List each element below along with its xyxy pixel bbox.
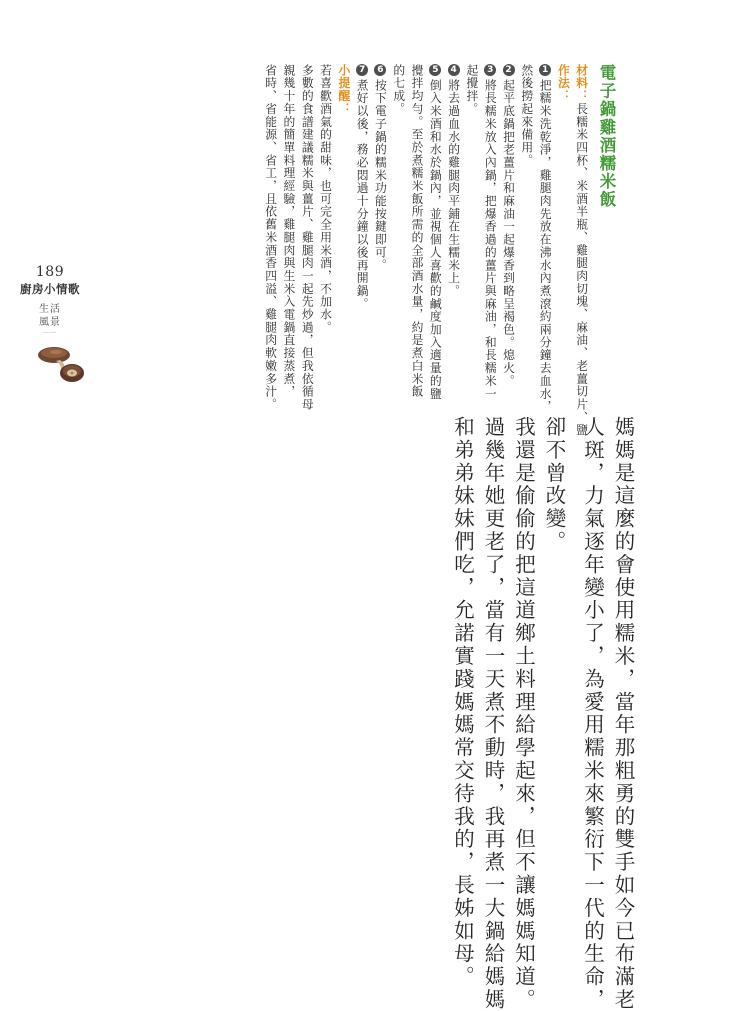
step-number-badge: 5 <box>430 65 441 75</box>
page-tag <box>20 264 80 335</box>
step-text: 倒入米酒和水於鍋內，並視個人喜歡的鹹度加入適量的鹽 <box>428 79 443 401</box>
step-3 <box>481 64 499 437</box>
ingredients-line <box>572 64 590 437</box>
essay-p2-line-1: 我還是偷偷的把這道鄉土料理給學起來，但不讓媽媽知道。 <box>511 416 536 1011</box>
step-number-badge: 7 <box>357 65 368 75</box>
page-number: 189 <box>35 264 65 280</box>
step-2 <box>499 64 517 437</box>
step-text: 將去過血水的雞腿肉平鋪在生糯米上。 <box>446 79 461 298</box>
step-5-cont-2: 的七成。 <box>391 64 406 116</box>
tips-header: 小提醒： <box>336 64 351 116</box>
step-7 <box>353 64 371 437</box>
category-dots: …… <box>43 328 57 335</box>
step-1-cont: 然後撈起來備用。 <box>519 64 534 167</box>
step-number-badge: 1 <box>540 65 551 75</box>
step-5 <box>426 64 444 437</box>
step-number-badge: 4 <box>448 65 459 75</box>
step-text: 把糯米洗乾淨，雞腿肉先放在沸水內煮滾約兩分鐘去血水， <box>538 79 553 414</box>
step-6 <box>371 64 389 437</box>
step-text: 煮好以後，務必悶過十分鐘以後再開鍋。 <box>355 79 370 311</box>
series-title: 廚房小情歌 <box>20 282 80 296</box>
step-text: 將長糯米放入內鍋，把爆香過的薑片與麻油，和長糯米一 <box>483 79 498 401</box>
step-text: 按下電子鍋的糯米功能按鍵即可。 <box>373 79 388 272</box>
category-line-1: 生活 <box>39 304 61 315</box>
step-4 <box>444 64 462 437</box>
tips-line-1: 若喜歡酒氣的甜味，也可完全用米酒，不加水。 <box>318 64 333 334</box>
step-3-cont: 起攪拌。 <box>464 64 479 116</box>
recipe-block <box>261 64 615 437</box>
step-1 <box>536 64 554 437</box>
step-text: 起平底鍋把老薑片和麻油一起爆香到略呈褐色。熄火。 <box>501 79 516 388</box>
essay-p2-line-3: 和弟弟妹妹們吃，允諾實踐媽媽常交待我的，長姊如母。 <box>450 416 475 989</box>
tips-line-2: 多數的食譜建議糯米與薑片、雞腿肉一起先炒過，但我依循母 <box>300 64 315 411</box>
tips-line-4: 省時、省能源、省工，且依舊米酒香四溢、雞腿肉軟嫩多汁。 <box>263 64 278 411</box>
tips-line-3: 親幾十年的簡單料理經驗，雞腿肉與生米入電鍋直接蒸煮， <box>281 64 296 399</box>
step-number-badge: 3 <box>485 65 496 75</box>
essay-p1-line-1: 媽媽是這麼的會使用糯米，當年那粗勇的雙手如今已布滿老 <box>611 416 635 1011</box>
method-header: 作法： <box>556 64 571 103</box>
essay-body <box>447 416 638 1011</box>
step-number-badge: 6 <box>375 65 386 75</box>
essay-p2-line-2: 過幾年她更老了，當有一天煮不動時，我再煮一大鍋給媽媽 <box>481 416 505 1011</box>
essay-p1-line-2: 人斑，力氣逐年變小了，為愛用糯米來繁衍下一代的生命， <box>580 416 605 1011</box>
ingredients-text: 長糯米四杯、米酒半瓶、雞腿肉切塊、麻油、老薑切片、鹽 <box>574 102 589 437</box>
step-number-badge: 2 <box>503 65 514 75</box>
category-line-2: 風景 <box>39 317 61 328</box>
essay-p1-line-3: 卻不曾改變。 <box>542 416 566 554</box>
step-5-cont-1: 攪拌均勻。至於煮糯米飯所需的全部酒水量，約是煮白米飯 <box>410 64 425 399</box>
mushrooms-icon <box>34 340 94 390</box>
ingredients-header: 材料： <box>574 64 589 103</box>
recipe-title: 電子鍋雞酒糯米飯 <box>597 64 616 209</box>
